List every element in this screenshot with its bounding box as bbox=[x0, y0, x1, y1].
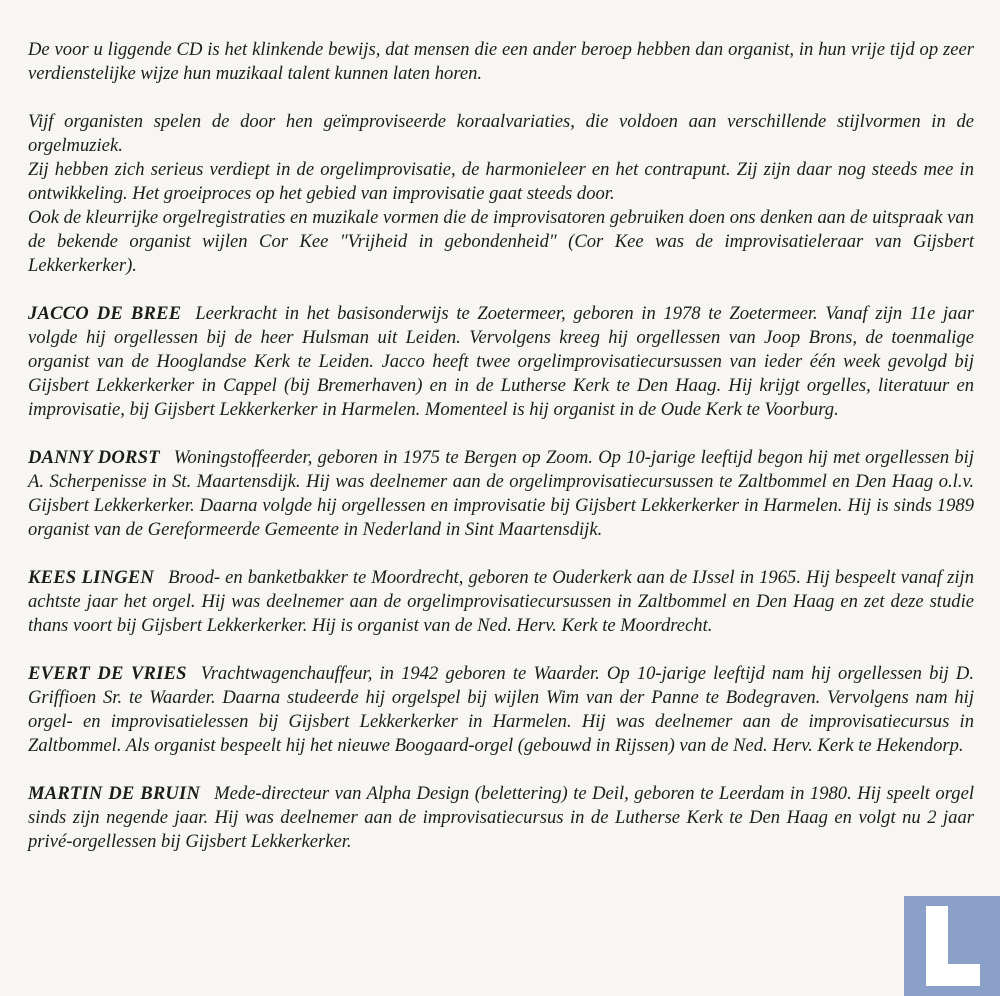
booklet-page bbox=[28, 38, 974, 878]
bio-text: Brood- en banketbakker te Moordrecht, geboren te Ouderkerk aan de IJssel in 1965. Hij bespeelt vanaf zijn achtste jaar het orgel. Hij was deelnemer aan de orgelimprovisatiecursussen in Zaltbommel en Den Haag en zet deze studie thans voort bij Gijsbert Lekkerkerker. Hij is organist van de Ned. Herv. Kerk te Moordrecht. bbox=[28, 567, 974, 636]
intro-paragraph: Ook de kleurrijke orgelregistraties en muzikale vormen die de improvisatoren gebruiken doen ons denken aan de uitspraak van de bekende organist wijlen Cor Kee "Vrijheid in gebondenheid" (Cor Kee was de improvisatieleraar van Gijsbert Lekkerkerker). bbox=[28, 207, 974, 276]
bio-danny-dorst bbox=[28, 446, 974, 542]
bio-evert-de-vries bbox=[28, 662, 974, 758]
bio-name: KEES LINGEN bbox=[28, 567, 155, 588]
bio-jacco-de-bree bbox=[28, 302, 974, 422]
bio-kees-lingen bbox=[28, 566, 974, 638]
bio-name: DANNY DORST bbox=[28, 447, 160, 468]
intro-paragraph: Zij hebben zich serieus verdiept in de orgelimprovisatie, de harmonieleer en het contrapunt. Zij zijn daar nog steeds mee in ontwikkeling. Het groeiproces op het gebied van improvisatie gaat steeds door. bbox=[28, 159, 974, 204]
bio-name: MARTIN DE BRUIN bbox=[28, 783, 201, 804]
bio-martin-de-bruin bbox=[28, 782, 974, 854]
bio-text: Mede-directeur van Alpha Design (belettering) te Deil, geboren te Leerdam in 1980. Hij speelt orgel sinds zijn negende jaar. Hij was deelnemer aan de improvisatiecursus in de Lutherse Kerk te Den Haag en volgt nu 2 jaar privé-orgellessen bij Gijsbert Lekkerkerker. bbox=[28, 783, 974, 852]
bio-text: Vrachtwagenchauffeur, in 1942 geboren te Waarder. Op 10-jarige leeftijd nam hij orgellessen bij D. Griffioen Sr. te Waarder. Daarna studeerde hij orgelspel bij wijlen Wim van der Panne te Bodegraven. Vervolgens nam hij orgel- en improvisatielessen bij Gijsbert Lekkerkerker in Harmelen. Hij was deelnemer aan de improvisatiecursus in Zaltbommel. Als organist bespeelt hij het nieuwe Boogaard-orgel (gebouwd in Rijssen) van de Ned. Herv. Kerk te Hekendorp. bbox=[28, 663, 974, 756]
bio-text: Leerkracht in het basisonderwijs te Zoetermeer, geboren in 1978 te Zoetermeer. Vanaf zijn 11e jaar volgde hij orgellessen bij de heer Hulsman uit Leiden. Vervolgens kreeg hij orgellessen van Joop Brons, de toenmalige organist van de Hooglandse Kerk te Leiden. Jacco heeft twee orgelimprovisatiecursussen van ieder één week gevolgd bij Gijsbert Lekkerkerker in Cappel (bij Bremerhaven) en in de Lutherse Kerk te Den Haag. Hij krijgt orgelles, literatuur en improvisatie, bij Gijsbert Lekkerkerker in Harmelen. Momenteel is hij organist in de Oude Kerk te Voorburg. bbox=[28, 303, 975, 420]
bio-name: EVERT DE VRIES bbox=[28, 663, 187, 684]
bio-text: Woningstoffeerder, geboren in 1975 te Bergen op Zoom. Op 10-jarige leeftijd begon hij met orgellessen bij A. Scherpenisse in St. Maartensdijk. Hij was deelnemer aan de orgelimprovisatiecursussen te Zaltbommel en Den Haag o.l.v. Gijsbert Lekkerkerker. Daarna volgde hij orgellessen en improvisatie bij Gijsbert Lekkerkerker in Harmelen. Hij is sinds 1989 organist van de Gereformeerde Gemeente in Nederland in Sint Maartensdijk. bbox=[28, 447, 974, 540]
watermark-letter-l-icon bbox=[926, 906, 986, 986]
intro-paragraph: De voor u liggende CD is het klinkende bewijs, dat mensen die een ander beroep hebben dan organist, in hun vrije tijd op zeer verdienstelijke wijze hun muzikaal talent kunnen laten horen. bbox=[28, 39, 974, 84]
intro-paragraph: Vijf organisten spelen de door hen geïmproviseerde koraalvariaties, die voldoen aan verschillende stijlvormen in de orgelmuziek. bbox=[28, 111, 974, 156]
watermark-badge bbox=[904, 896, 1000, 996]
bio-name: JACCO DE BREE bbox=[28, 303, 182, 324]
